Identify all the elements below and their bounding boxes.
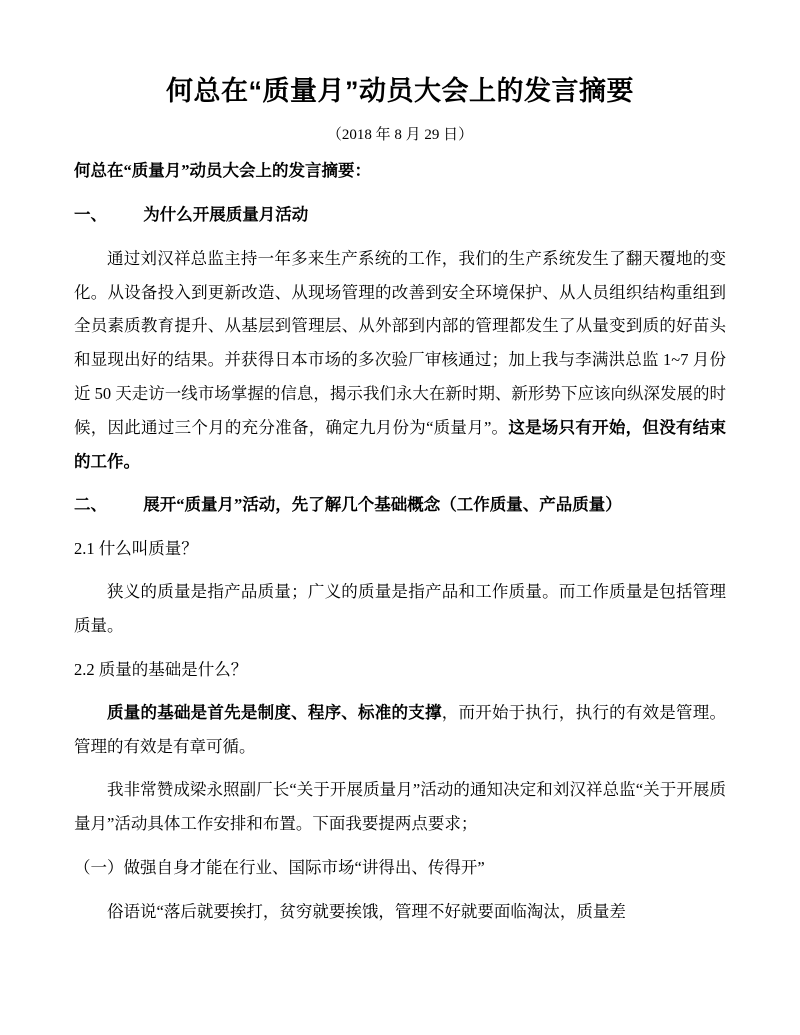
item-1-body: 俗语说“落后就要挨打，贫穷就要挨饿，管理不好就要面临淘汰，质量差 [107, 901, 626, 921]
section-1-title: 为什么开展质量月活动 [143, 204, 309, 224]
item-1-heading: （一）做强自身才能在行业、国际市场“讲得出、传得开” [74, 858, 485, 878]
document-lead: 何总在“质量月”动员大会上的发言摘要： [74, 161, 371, 181]
section-2-2-heading: 2.2 质量的基础是什么？ [74, 659, 248, 679]
section-1-paragraph-emphasis: 这是场只有开始，但没有结束的工作。 [74, 417, 726, 471]
section-1-paragraph [74, 242, 726, 479]
section-2-2-emphasis: 质量的基础是首先是制度、程序、标准的支撑 [107, 702, 442, 722]
document-date: （2018 年 8 月 29 日） [326, 127, 474, 144]
section-1-heading [74, 198, 726, 232]
section-2-number: 二、 [74, 495, 107, 515]
section-2-1-body: 狭义的质量是指产品质量；广义的质量是指产品和工作质量。而工作质量是包括管理质量。 [74, 582, 726, 636]
support-paragraph: 我非常赞成梁永照副厂长“关于开展质量月”活动的通知决定和刘汉祥总监“关于开展质量月”活动具体工作安排和布置。下面我要提两点要求； [74, 780, 726, 834]
section-2-title: 展开“质量月”活动，先了解几个基础概念（工作质量、产品质量） [143, 495, 622, 515]
page-title: 何总在“质量月”动员大会上的发言摘要 [166, 76, 634, 106]
section-2-2-body [74, 696, 726, 764]
section-2-1-heading: 2.1 什么叫质量？ [74, 539, 198, 559]
section-2-heading [74, 488, 726, 522]
section-1-number: 一、 [74, 204, 107, 224]
section-1-paragraph-text: 通过刘汉祥总监主持一年多来生产系统的工作，我们的生产系统发生了翻天覆地的变化。从设备投入到更新改造、从现场管理的改善到安全环境保护、从人员组织结构重组到全员素质教育提升、从基层到管理层、从外部到内部的管理都发生了从量变到质的好苗头和显现出好的结果。并获得日本市场的多次验厂审核通过；加上我与李满洪总监 1~7 月份近 50 天走访一线市场掌握的信息，揭示我们永大在新时期、新形势下应该向纵深发展的时候，因此通过三个月的充分准备，确定九月份为“质量月”。 [74, 248, 726, 437]
section-2-2-rest: ，而开始于执行，执行的有效是管理。管理的有效是有章可循。 [74, 702, 727, 756]
